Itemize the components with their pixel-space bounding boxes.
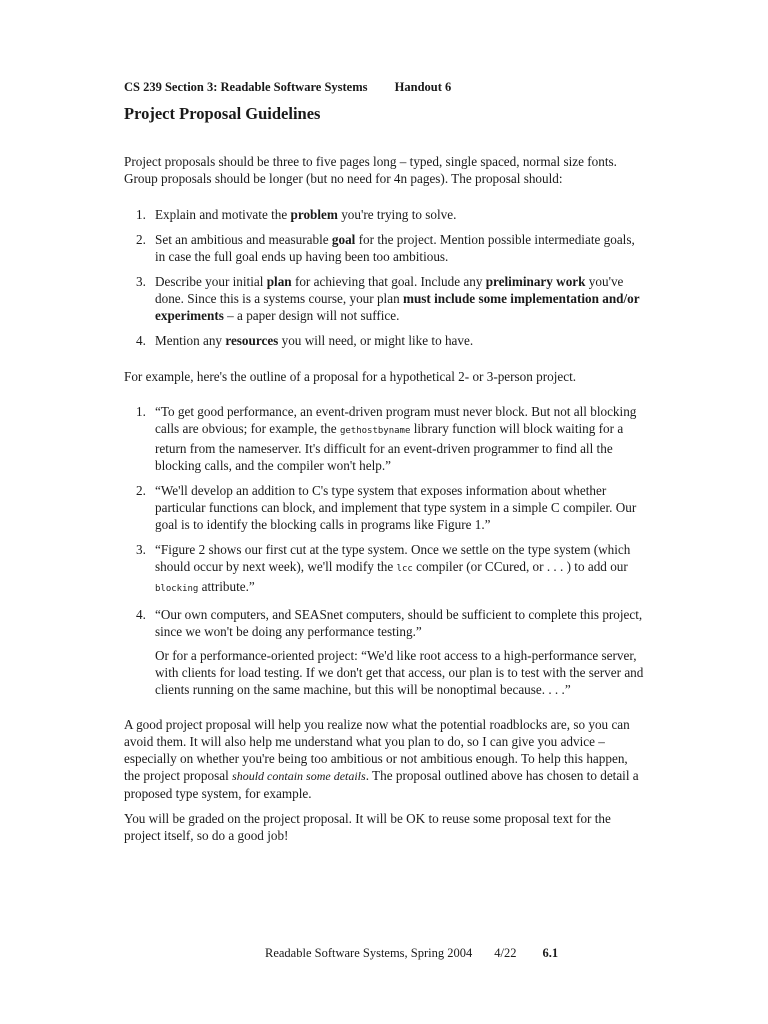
footer-date: 4/22 <box>494 946 517 960</box>
intro-paragraph: Project proposals should be three to five pages long – typed, single spaced, normal size fonts. Group proposals should be longer (but no need for 4n pages). The proposal should: <box>124 154 617 186</box>
page-footer <box>265 946 558 961</box>
guideline-item: 3. Describe your initial plan for achieving that goal. Include any preliminary work you've done. Since this is a systems course, your plan must include some implementation and/or experiments – a paper design will not suffice. <box>136 274 640 323</box>
page-title: Project Proposal Guidelines <box>124 104 321 123</box>
handout-number: Handout 6 <box>394 80 452 94</box>
example-item: 1. “To get good performance, an event-driven program must never block. But not all blocking calls are obvious; for example, the gethostbyname library function will block waiting for a return from the nameserver. It's difficult for an event-driven programmer to find all the blocking calls, and the compiler won't help.” <box>136 404 637 473</box>
guideline-item: 4. Mention any resources you will need, or might like to have. <box>136 333 474 348</box>
footer-course: Readable Software Systems, Spring 2004 <box>265 946 473 960</box>
emphasis-text: should contain some details <box>232 769 366 783</box>
example-intro: For example, here's the outline of a proposal for a hypothetical 2- or 3-person project. <box>124 369 577 384</box>
advice-paragraph: A good project proposal will help you realize now what the potential roadblocks are, so you can avoid them. It will also help me understand what you plan to do, so I can give you advice – especially on whether you're being too ambitious or not ambitious enough. To help this happen, the project proposal should contain some details. The proposal outlined above has chosen to detail a proposed type system, for example. <box>124 717 639 801</box>
guideline-item: 1. Explain and motivate the problem you're trying to solve. <box>136 207 457 222</box>
example-item: 2. “We'll develop an addition to C's type system that exposes information about whether particular functions can block, and implement that type system in a simple C compiler. Our goal is to identify the blocking calls in programs like Figure 1.” <box>136 483 637 532</box>
handout-page <box>124 0 646 1024</box>
closing-paragraph: You will be graded on the project proposal. It will be OK to reuse some proposal text for the project itself, so do a good job! <box>124 811 611 843</box>
example-alternative: Or for a performance-oriented project: “We'd like root access to a high-performance server, with clients for load testing. If we don't get that access, our plan is to test with the server and clients running on the same machine, but this will be nonoptimal because. . . .” <box>155 648 644 697</box>
example-item: 3. “Figure 2 shows our first cut at the type system. Once we settle on the type system (which should occur by next week), we'll modify the lcc compiler (or CCured, or . . . ) to add our blocking attribute.” <box>136 542 631 594</box>
guidelines-list <box>124 206 646 349</box>
code-term: lcc <box>396 564 413 574</box>
guideline-item: 2. Set an ambitious and measurable goal for the project. Mention possible intermediate goals, in case the full goal ends up having been too ambitious. <box>136 232 635 264</box>
course-title: CS 239 Section 3: Readable Software Systems <box>124 80 368 94</box>
code-term: gethostbyname <box>339 426 411 436</box>
example-item: 4. “Our own computers, and SEASnet computers, should be sufficient to complete this project, since we won't be doing any performance testing.” Or for a performance-oriented project: “We'd like root access to a high-performance server, with clients for load testing. If we don't get that access, our plan is to test with the server and clients running on the same machine, but this will be nonoptimal because. . . .” <box>124 606 646 698</box>
document-body <box>124 153 646 844</box>
code-term: blocking <box>155 584 199 594</box>
footer-version: 6.1 <box>542 946 559 960</box>
page-header <box>124 80 451 95</box>
example-outline-list <box>124 403 646 698</box>
